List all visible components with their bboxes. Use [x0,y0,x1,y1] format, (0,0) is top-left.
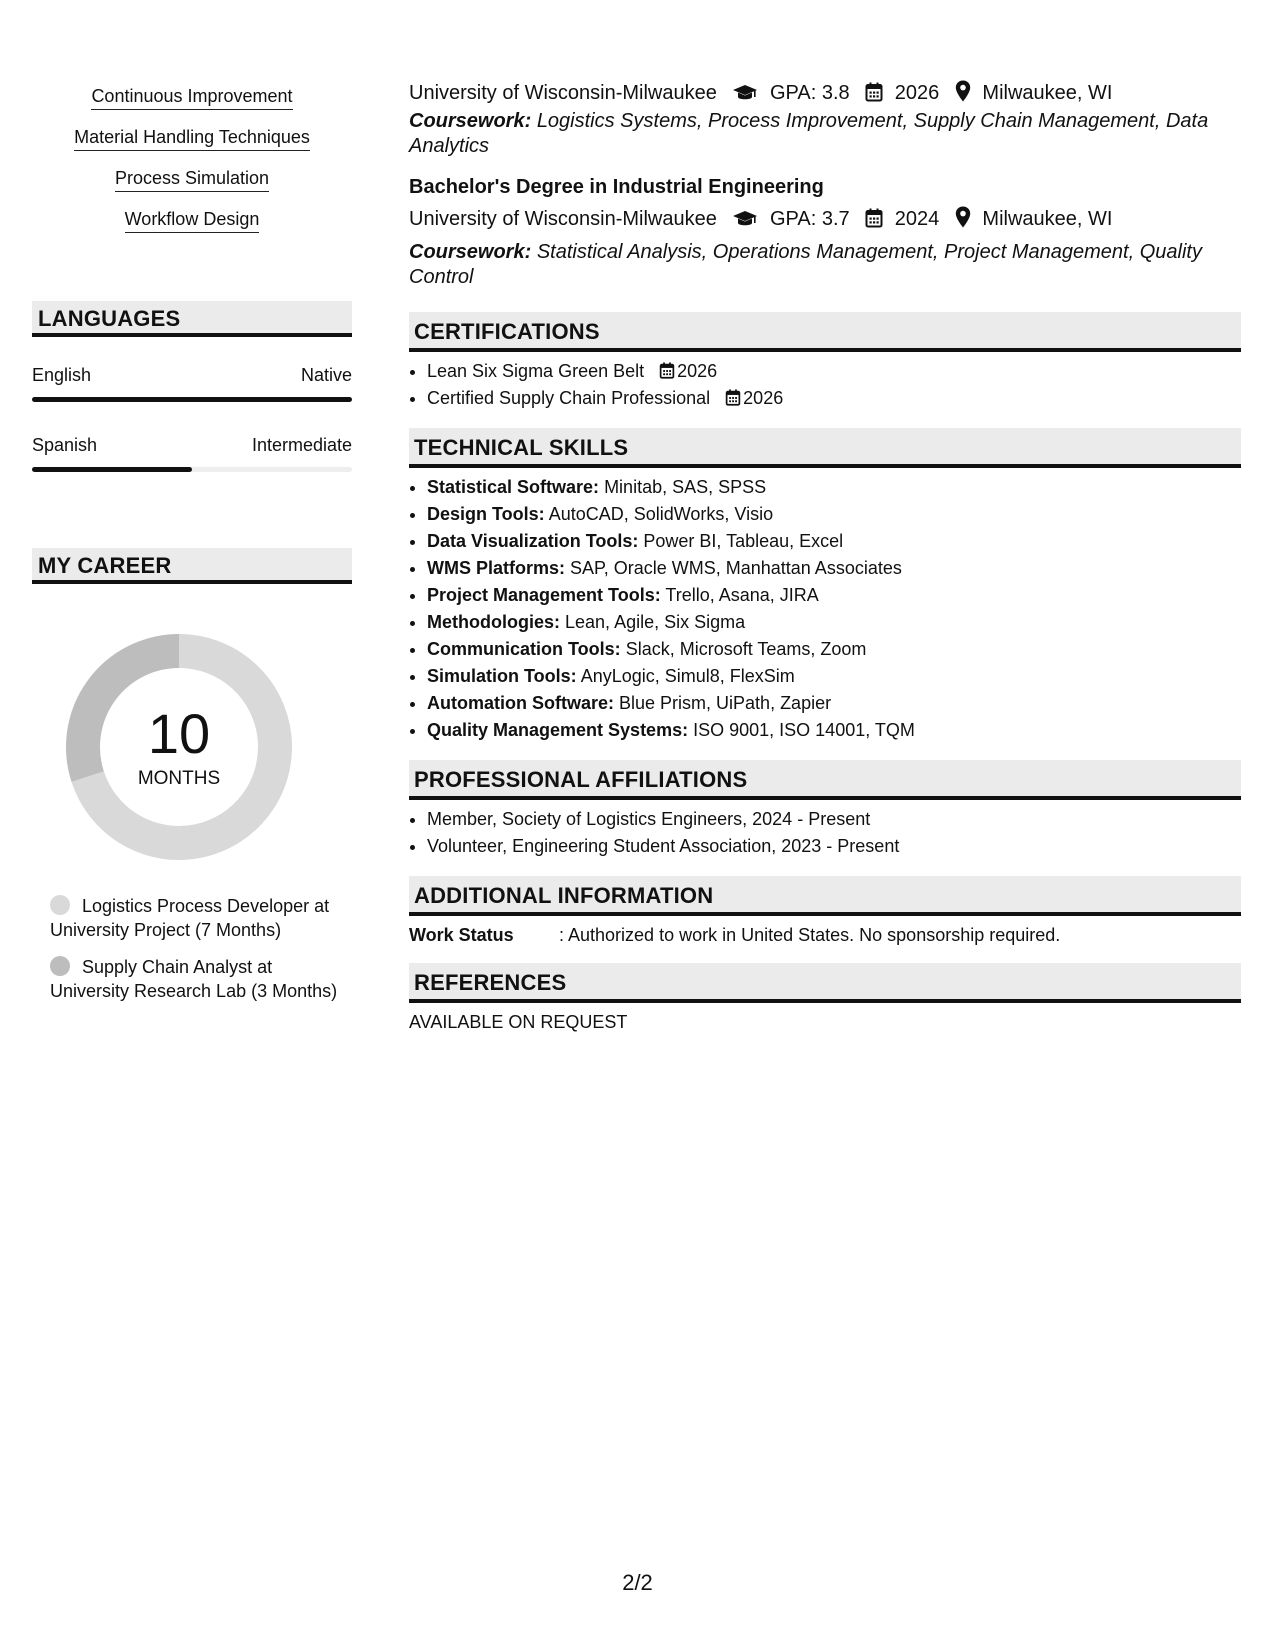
certification-year: 2026 [743,388,784,408]
list-item [427,609,915,636]
skill-label: Project Management Tools: [427,585,661,605]
location: Milwaukee, WI [982,208,1113,230]
graduation-year: 2026 [894,82,940,104]
gpa: GPA: 3.7 [770,208,850,230]
skill-tag: Material Handling Techniques [74,127,310,151]
affiliations-list [409,806,899,860]
skill-tag: Workflow Design [125,209,260,233]
skill-label: Communication Tools: [427,639,621,659]
list-item: • Volunteer, Engineering Student Association, 2023 - Present [427,833,899,860]
certification-year: 2026 [677,361,718,381]
skill-label: Simulation Tools: [427,666,577,686]
skill-value: Power BI, Tableau, Excel [643,531,844,551]
list-item [427,385,783,412]
legend-item [50,894,340,942]
language-name: Spanish [32,435,98,455]
list-item [427,358,783,385]
list-item [427,636,915,663]
skill-label: WMS Platforms: [427,558,566,578]
references-title: REFERENCES [409,963,1241,1003]
languages-title: LANGUAGES [32,301,352,337]
school-name: University of Wisconsin-Milwaukee [409,208,717,230]
additional-info-title: ADDITIONAL INFORMATION [409,876,1241,916]
references-text: AVAILABLE ON REQUEST [409,1012,628,1032]
skill-value: Minitab, SAS, SPSS [604,477,767,497]
legend-label: Supply Chain Analyst at University Research Lab (3 Months) [50,957,338,1001]
list-item [427,690,915,717]
list-item [427,555,915,582]
skill-value: Trello, Asana, JIRA [665,585,819,605]
skill-tag-list [32,86,352,250]
work-status-value: : Authorized to work in United States. No sponsorship required. [559,925,1061,945]
calendar-icon [865,208,883,228]
skill-value: Slack, Microsoft Teams, Zoom [625,639,867,659]
skill-label: Statistical Software: [427,477,600,497]
career-legend [50,894,340,1016]
list-item [427,582,915,609]
legend-item [50,955,340,1003]
language-proficiency-fill [32,467,192,472]
coursework-label: Coursework: [409,241,532,263]
list-item [427,528,915,555]
certifications-title: CERTIFICATIONS [409,312,1241,352]
coursework [409,240,1209,290]
certifications-list [409,358,783,412]
language-level: Native [300,365,352,385]
gpa: GPA: 3.8 [770,82,850,104]
list-item: • Member, Society of Logistics Engineers, 2024 - Present [427,806,899,833]
affiliations-title: PROFESSIONAL AFFILIATIONS [409,760,1241,800]
coursework-text: Logistics Systems, Process Improvement, Supply Chain Management, Data Analytics [409,110,1209,157]
skill-label: Design Tools: [427,504,545,524]
coursework [409,109,1209,159]
work-status-label: Work Status [409,925,514,945]
graduation-cap-icon [732,210,758,228]
career-donut-center [66,634,292,860]
legend-dot-icon [50,956,70,976]
language-proficiency-fill [32,397,352,402]
career-total: 10 [147,702,211,765]
school-name: University of Wisconsin-Milwaukee [409,82,717,104]
language-level: Intermediate [251,435,352,455]
list-item [427,501,915,528]
skill-tag: Continuous Improvement [91,86,292,110]
graduation-year: 2024 [894,208,940,230]
list-item [427,474,915,501]
career-title: MY CAREER [32,548,352,584]
skill-value: SAP, Oracle WMS, Manhattan Associates [570,558,902,578]
technical-skills-title: TECHNICAL SKILLS [409,428,1241,468]
work-status-row [409,925,1060,946]
calendar-icon [659,362,675,379]
skill-label: Automation Software: [427,693,614,713]
language-name: English [32,365,92,385]
certification-name: Certified Supply Chain Professional [427,388,711,408]
education-meta [409,206,1112,231]
technical-skills-list [409,474,915,744]
skill-label: Quality Management Systems: [427,720,689,740]
list-item [427,663,915,690]
location-pin-icon [955,80,971,102]
skill-label: Methodologies: [427,612,560,632]
skill-label: Data Visualization Tools: [427,531,639,551]
coursework-label: Coursework: [409,110,532,132]
education-meta [409,80,1112,105]
calendar-icon [725,389,741,406]
certification-name: Lean Six Sigma Green Belt [427,361,645,381]
calendar-icon [865,82,883,102]
skill-value: Lean, Agile, Six Sigma [565,612,746,632]
skill-value: ISO 9001, ISO 14001, TQM [693,720,915,740]
legend-label: Logistics Process Developer at University Project (7 Months) [50,896,330,940]
skill-value: AutoCAD, SolidWorks, Visio [548,504,774,524]
list-item [427,717,915,744]
coursework-text: Statistical Analysis, Operations Management, Project Management, Quality Control [409,241,1202,288]
language-proficiency-bar [32,397,352,402]
graduation-cap-icon [732,84,758,102]
legend-dot-icon [50,895,70,915]
skill-tag: Process Simulation [115,168,269,192]
degree-title: Bachelor's Degree in Industrial Engineering [409,176,824,198]
location: Milwaukee, WI [982,82,1113,104]
language-proficiency-bar [32,467,352,472]
location-pin-icon [955,206,971,228]
page-number: 2/2 [622,1570,653,1595]
skill-value: AnyLogic, Simul8, FlexSim [580,666,795,686]
career-unit: MONTHS [137,768,221,789]
skill-value: Blue Prism, UiPath, Zapier [619,693,832,713]
